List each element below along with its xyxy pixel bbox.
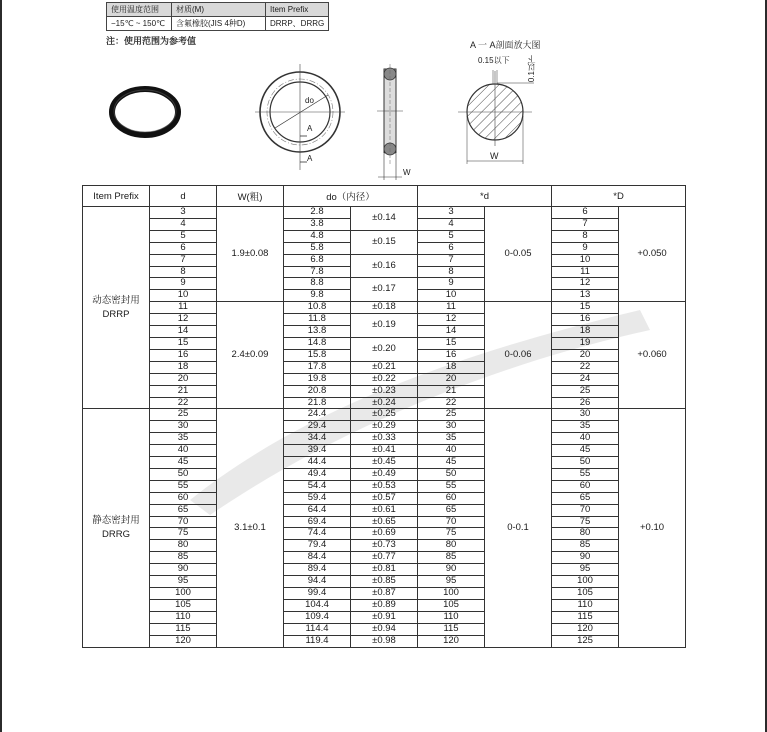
groove-D-cell: 13 (552, 290, 619, 302)
groove-D-cell: 12 (552, 278, 619, 290)
d-cell: 120 (150, 635, 217, 647)
shaft-d-cell: 110 (418, 611, 485, 623)
do-tolerance-cell: ±0.15 (351, 230, 418, 254)
groove-D-cell: 85 (552, 540, 619, 552)
do-cell: 4.8 (284, 230, 351, 242)
do-cell: 21.8 (284, 397, 351, 409)
groove-D-cell: 18 (552, 326, 619, 338)
shaft-d-cell: 15 (418, 337, 485, 349)
shaft-d-cell: 3 (418, 207, 485, 219)
d-cell: 7 (150, 254, 217, 266)
table-row (83, 373, 686, 385)
do-cell: 74.4 (284, 528, 351, 540)
groove-D-cell: 9 (552, 242, 619, 254)
item-prefix-usage: 静态密封用 (92, 514, 140, 526)
do-tolerance-cell: ±0.89 (351, 599, 418, 611)
spec-material: 含氟橡胶(JIS 4种D) (172, 17, 266, 31)
do-tolerance-cell: ±0.85 (351, 576, 418, 588)
item-prefix-cell (83, 409, 150, 647)
do-cell: 34.4 (284, 433, 351, 445)
groove-D-cell: 19 (552, 337, 619, 349)
do-tolerance-cell: ±0.49 (351, 468, 418, 480)
d-cell: 95 (150, 576, 217, 588)
do-cell: 11.8 (284, 314, 351, 326)
table-row (83, 361, 686, 373)
d-cell: 60 (150, 492, 217, 504)
section-tol-vertical: 0.1以下 (527, 55, 536, 83)
do-tolerance-cell: ±0.45 (351, 457, 418, 469)
table-row (83, 599, 686, 611)
do-tolerance-cell: ±0.29 (351, 421, 418, 433)
groove-D-cell: 95 (552, 564, 619, 576)
d-cell: 55 (150, 480, 217, 492)
section-tol-horizontal: 0.15以下 (478, 56, 510, 65)
D-fit-cell: +0.060 (619, 302, 686, 409)
spec-prefix: DRRP、DRRG (266, 17, 329, 31)
table-row (83, 552, 686, 564)
do-cell: 10.8 (284, 302, 351, 314)
do-cell: 84.4 (284, 552, 351, 564)
d-cell: 110 (150, 611, 217, 623)
o-ring-photo (100, 82, 190, 142)
table-row (83, 623, 686, 635)
d-cell: 50 (150, 468, 217, 480)
do-cell: 5.8 (284, 242, 351, 254)
groove-D-cell: 120 (552, 623, 619, 635)
section-mark-a-top: A (307, 124, 313, 133)
w-cell: 1.9±0.08 (217, 207, 284, 302)
table-row (83, 528, 686, 540)
shaft-d-cell: 8 (418, 266, 485, 278)
shaft-d-cell: 50 (418, 468, 485, 480)
do-tolerance-cell: ±0.23 (351, 385, 418, 397)
do-tolerance-cell: ±0.57 (351, 492, 418, 504)
shaft-d-cell: 65 (418, 504, 485, 516)
d-cell: 105 (150, 599, 217, 611)
do-tolerance-cell: ±0.73 (351, 540, 418, 552)
shaft-d-cell: 90 (418, 564, 485, 576)
do-cell: 64.4 (284, 504, 351, 516)
table-row (83, 278, 686, 290)
w-cell: 3.1±0.1 (217, 409, 284, 647)
spec-header-temp: 使用温度范围 (107, 3, 172, 17)
do-cell: 8.8 (284, 278, 351, 290)
groove-D-cell: 70 (552, 504, 619, 516)
groove-D-cell: 65 (552, 492, 619, 504)
section-mark-a-bottom: A (307, 154, 313, 163)
shaft-d-cell: 80 (418, 540, 485, 552)
header-do: do（内径） (284, 186, 418, 207)
ring-side-view (375, 64, 415, 182)
shaft-d-cell: 30 (418, 421, 485, 433)
d-cell: 11 (150, 302, 217, 314)
spec-temp-range: −15℃ ~ 150℃ (107, 17, 172, 31)
shaft-d-cell: 18 (418, 361, 485, 373)
table-row (83, 457, 686, 469)
do-cell: 6.8 (284, 254, 351, 266)
groove-D-cell: 8 (552, 230, 619, 242)
spec-value-row (107, 17, 329, 31)
do-cell: 14.8 (284, 337, 351, 349)
shaft-d-cell: 14 (418, 326, 485, 338)
d-fit-cell: 0-0.1 (485, 409, 552, 647)
do-tolerance-cell: ±0.22 (351, 373, 418, 385)
do-tolerance-cell: ±0.98 (351, 635, 418, 647)
d-cell: 22 (150, 397, 217, 409)
header-item-prefix: Item Prefix (83, 186, 150, 207)
groove-D-cell: 100 (552, 576, 619, 588)
shaft-d-cell: 115 (418, 623, 485, 635)
groove-D-cell: 10 (552, 254, 619, 266)
do-cell: 13.8 (284, 326, 351, 338)
groove-D-cell: 40 (552, 433, 619, 445)
w-cell: 2.4±0.09 (217, 302, 284, 409)
do-tolerance-cell: ±0.25 (351, 409, 418, 421)
do-cell: 15.8 (284, 349, 351, 361)
d-cell: 80 (150, 540, 217, 552)
d-cell: 16 (150, 349, 217, 361)
do-cell: 9.8 (284, 290, 351, 302)
d-cell: 70 (150, 516, 217, 528)
table-row (83, 468, 686, 480)
do-cell: 89.4 (284, 564, 351, 576)
shaft-d-cell: 105 (418, 599, 485, 611)
groove-D-cell: 11 (552, 266, 619, 278)
do-label: do (305, 96, 314, 105)
d-fit-cell: 0-0.05 (485, 207, 552, 302)
groove-D-cell: 125 (552, 635, 619, 647)
groove-D-cell: 7 (552, 218, 619, 230)
do-cell: 54.4 (284, 480, 351, 492)
shaft-d-cell: 4 (418, 218, 485, 230)
table-row (83, 564, 686, 576)
table-row (83, 576, 686, 588)
table-row (83, 516, 686, 528)
o-ring-shape (112, 89, 178, 135)
do-cell: 19.8 (284, 373, 351, 385)
do-tolerance-cell: ±0.16 (351, 254, 418, 278)
groove-D-cell: 30 (552, 409, 619, 421)
d-cell: 9 (150, 278, 217, 290)
header-D-tolerance: *D (552, 186, 686, 207)
header-w: W(粗) (217, 186, 284, 207)
shaft-d-cell: 9 (418, 278, 485, 290)
d-cell: 115 (150, 623, 217, 635)
shaft-d-cell: 100 (418, 588, 485, 600)
d-cell: 40 (150, 445, 217, 457)
shaft-d-cell: 40 (418, 445, 485, 457)
table-row (83, 540, 686, 552)
shaft-d-cell: 85 (418, 552, 485, 564)
groove-D-cell: 25 (552, 385, 619, 397)
table-row (83, 635, 686, 647)
section-w-label: W (490, 151, 499, 161)
spec-table (106, 2, 329, 31)
table-row (83, 433, 686, 445)
d-cell: 75 (150, 528, 217, 540)
groove-D-cell: 45 (552, 445, 619, 457)
ring-front-view (255, 62, 345, 172)
table-row (83, 230, 686, 242)
item-prefix-code: DRRG (102, 528, 130, 540)
header-d-tolerance: *d (418, 186, 552, 207)
d-cell: 5 (150, 230, 217, 242)
d-cell: 85 (150, 552, 217, 564)
groove-D-cell: 50 (552, 457, 619, 469)
do-tolerance-cell: ±0.77 (351, 552, 418, 564)
shaft-d-cell: 12 (418, 314, 485, 326)
table-row (83, 314, 686, 326)
table-body (83, 207, 686, 648)
table-row (83, 492, 686, 504)
page-edge-left (0, 0, 2, 732)
table-row (83, 504, 686, 516)
shaft-d-cell: 22 (418, 397, 485, 409)
do-cell: 3.8 (284, 218, 351, 230)
do-tolerance-cell: ±0.87 (351, 588, 418, 600)
d-cell: 3 (150, 207, 217, 219)
groove-D-cell: 26 (552, 397, 619, 409)
groove-D-cell: 60 (552, 480, 619, 492)
d-cell: 14 (150, 326, 217, 338)
groove-D-cell: 75 (552, 516, 619, 528)
do-cell: 49.4 (284, 468, 351, 480)
shaft-d-cell: 55 (418, 480, 485, 492)
do-cell: 104.4 (284, 599, 351, 611)
d-cell: 12 (150, 314, 217, 326)
d-fit-cell: 0-0.06 (485, 302, 552, 409)
groove-D-cell: 20 (552, 349, 619, 361)
do-tolerance-cell: ±0.91 (351, 611, 418, 623)
shaft-d-cell: 60 (418, 492, 485, 504)
do-tolerance-cell: ±0.69 (351, 528, 418, 540)
spec-header-row (107, 3, 329, 17)
do-cell: 39.4 (284, 445, 351, 457)
shaft-d-cell: 95 (418, 576, 485, 588)
d-cell: 25 (150, 409, 217, 421)
D-fit-cell: +0.10 (619, 409, 686, 647)
do-tolerance-cell: ±0.18 (351, 302, 418, 314)
groove-D-cell: 22 (552, 361, 619, 373)
table-row (83, 445, 686, 457)
table-row (83, 611, 686, 623)
do-tolerance-cell: ±0.94 (351, 623, 418, 635)
d-cell: 21 (150, 385, 217, 397)
groove-D-cell: 15 (552, 302, 619, 314)
shaft-d-cell: 6 (418, 242, 485, 254)
do-tolerance-cell: ±0.24 (351, 397, 418, 409)
item-prefix-usage: 动态密封用 (92, 294, 140, 306)
do-cell: 44.4 (284, 457, 351, 469)
table-header-row (83, 186, 686, 207)
groove-D-cell: 35 (552, 421, 619, 433)
table-row (83, 302, 686, 314)
do-tolerance-cell: ±0.41 (351, 445, 418, 457)
table-row (83, 207, 686, 219)
d-cell: 8 (150, 266, 217, 278)
do-cell: 94.4 (284, 576, 351, 588)
groove-D-cell: 16 (552, 314, 619, 326)
do-cell: 20.8 (284, 385, 351, 397)
do-cell: 79.4 (284, 540, 351, 552)
do-cell: 24.4 (284, 409, 351, 421)
do-cell: 69.4 (284, 516, 351, 528)
header-d: d (150, 186, 217, 207)
do-cell: 109.4 (284, 611, 351, 623)
d-cell: 35 (150, 433, 217, 445)
d-cell: 18 (150, 361, 217, 373)
do-tolerance-cell: ±0.20 (351, 337, 418, 361)
shaft-d-cell: 11 (418, 302, 485, 314)
table-row (83, 397, 686, 409)
groove-D-cell: 24 (552, 373, 619, 385)
shaft-d-cell: 45 (418, 457, 485, 469)
shaft-d-cell: 25 (418, 409, 485, 421)
do-cell: 99.4 (284, 588, 351, 600)
d-cell: 6 (150, 242, 217, 254)
table-row (83, 421, 686, 433)
d-cell: 90 (150, 564, 217, 576)
do-tolerance-cell: ±0.17 (351, 278, 418, 302)
groove-D-cell: 90 (552, 552, 619, 564)
item-prefix-code: DRRP (102, 308, 130, 320)
shaft-d-cell: 16 (418, 349, 485, 361)
groove-D-cell: 55 (552, 468, 619, 480)
do-cell: 2.8 (284, 207, 351, 219)
groove-D-cell: 6 (552, 207, 619, 219)
do-cell: 59.4 (284, 492, 351, 504)
spec-header-material: 材质(M) (172, 3, 266, 17)
o-ring-size-table (82, 185, 686, 648)
shaft-d-cell: 7 (418, 254, 485, 266)
shaft-d-cell: 70 (418, 516, 485, 528)
do-cell: 114.4 (284, 623, 351, 635)
do-tolerance-cell: ±0.33 (351, 433, 418, 445)
d-cell: 30 (150, 421, 217, 433)
table-row (83, 385, 686, 397)
d-cell: 65 (150, 504, 217, 516)
d-cell: 4 (150, 218, 217, 230)
table-row (83, 588, 686, 600)
d-cell: 20 (150, 373, 217, 385)
shaft-d-cell: 35 (418, 433, 485, 445)
do-cell: 7.8 (284, 266, 351, 278)
groove-D-cell: 80 (552, 528, 619, 540)
side-w-label: W (403, 168, 411, 177)
groove-D-cell: 115 (552, 611, 619, 623)
table-row (83, 480, 686, 492)
groove-D-cell: 105 (552, 588, 619, 600)
do-tolerance-cell: ±0.19 (351, 314, 418, 338)
shaft-d-cell: 10 (418, 290, 485, 302)
groove-D-cell: 110 (552, 599, 619, 611)
shaft-d-cell: 20 (418, 373, 485, 385)
do-cell: 17.8 (284, 361, 351, 373)
d-cell: 10 (150, 290, 217, 302)
do-tolerance-cell: ±0.65 (351, 516, 418, 528)
do-cell: 119.4 (284, 635, 351, 647)
table-row (83, 409, 686, 421)
do-cell: 29.4 (284, 421, 351, 433)
d-cell: 100 (150, 588, 217, 600)
do-tolerance-cell: ±0.14 (351, 207, 418, 231)
shaft-d-cell: 75 (418, 528, 485, 540)
do-tolerance-cell: ±0.53 (351, 480, 418, 492)
section-title: A 一 A剖面放大图 (470, 40, 541, 50)
usage-note: 注：使用范围为参考值 (106, 36, 197, 46)
D-fit-cell: +0.050 (619, 207, 686, 302)
shaft-d-cell: 21 (418, 385, 485, 397)
table-row (83, 254, 686, 266)
do-tolerance-cell: ±0.21 (351, 361, 418, 373)
spec-header-prefix: Item Prefix (266, 3, 329, 17)
shaft-d-cell: 5 (418, 230, 485, 242)
shaft-d-cell: 120 (418, 635, 485, 647)
do-tolerance-cell: ±0.81 (351, 564, 418, 576)
item-prefix-cell (83, 207, 150, 409)
do-tolerance-cell: ±0.61 (351, 504, 418, 516)
d-cell: 15 (150, 337, 217, 349)
table-row (83, 337, 686, 349)
d-cell: 45 (150, 457, 217, 469)
